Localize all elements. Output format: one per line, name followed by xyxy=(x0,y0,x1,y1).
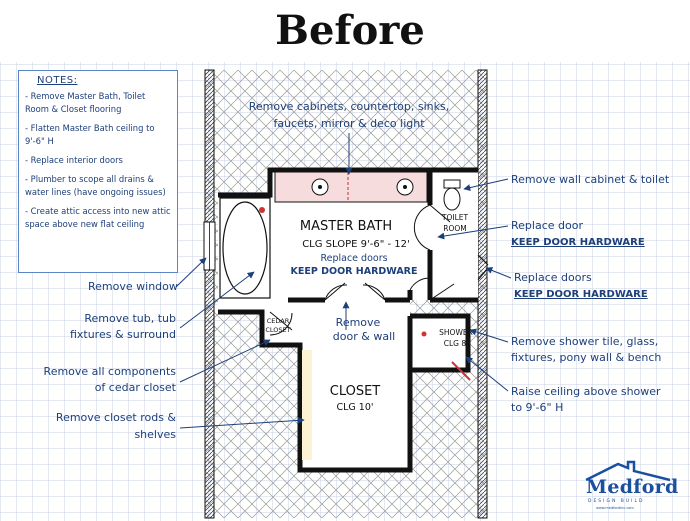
closet-shelf xyxy=(302,350,312,460)
logo-tagline: DESIGN BUILD xyxy=(588,499,645,504)
note-item: - Replace interior doors xyxy=(25,155,123,166)
medford-logo xyxy=(578,458,678,516)
callout-wall-cabinet: Remove wall cabinet & toilet xyxy=(511,173,670,186)
closet-label: CLOSET xyxy=(329,384,381,399)
callout-cedar-line1: Remove all components xyxy=(43,365,176,378)
logo-name: Medford xyxy=(586,476,679,498)
callout-cedar-line2: of cedar closet xyxy=(94,381,176,394)
callout-shower-line2: fixtures, pony wall & bench xyxy=(511,351,662,364)
callout-cabinets-line2: faucets, mirror & deco light xyxy=(273,117,425,130)
callout-window: Remove window xyxy=(88,280,178,293)
exterior-wall-left xyxy=(205,70,214,518)
notes-heading: NOTES: xyxy=(37,75,78,86)
note-item: - Plumber to scope all drains & water lines (have ongoing issues) xyxy=(25,174,166,197)
callout-door-wall-line1: Remove xyxy=(335,316,381,329)
cedar-closet-label-1: CEDAR xyxy=(266,317,290,325)
master-bath-doors: Replace doors xyxy=(320,253,388,264)
logo-url: www.medfordinc.com xyxy=(596,506,634,510)
bath-window xyxy=(204,222,215,270)
callout-rods-line2: shelves xyxy=(134,428,176,441)
toilet xyxy=(444,180,460,210)
master-bath-hardware: KEEP DOOR HARDWARE xyxy=(290,266,418,277)
callout-door-wall-line2: door & wall xyxy=(332,330,396,343)
page-title: Before xyxy=(275,7,425,54)
shower-ceiling: CLG 8' xyxy=(443,339,469,348)
callout-tub-line2: fixtures & surround xyxy=(69,328,176,341)
vanity-counter xyxy=(275,172,427,202)
callout-replace-door-hardware: KEEP DOOR HARDWARE xyxy=(511,237,645,248)
callout-cabinets-line1: Remove cabinets, countertop, sinks, xyxy=(248,100,450,113)
cedar-closet-label-2: CLOSET xyxy=(265,326,291,334)
toilet-room-label-2: ROOM xyxy=(443,224,467,233)
note-item: - Flatten Master Bath ceiling to 9'-6" H xyxy=(25,123,155,146)
callout-replace-doors: Replace doors xyxy=(514,271,592,284)
callout-replace-doors-hardware: KEEP DOOR HARDWARE xyxy=(514,289,648,300)
exterior-wall-right xyxy=(478,70,487,518)
callout-rods-line1: Remove closet rods & xyxy=(55,411,176,424)
callout-ceiling-line1: Raise ceiling above shower xyxy=(511,385,661,398)
toilet-room-label-1: TOILET xyxy=(441,213,469,222)
master-bath-label: MASTER BATH xyxy=(299,219,393,234)
callout-ceiling-line2: to 9'-6" H xyxy=(511,401,564,414)
shower-label: SHOWER xyxy=(439,328,473,337)
callout-shower-line1: Remove shower tile, glass, xyxy=(511,335,659,348)
note-item: - Remove Master Bath, Toilet Room & Closet flooring xyxy=(25,91,146,114)
master-bath-ceiling: CLG SLOPE 9'-6" - 12' xyxy=(302,239,410,250)
shower-fixture xyxy=(422,332,427,337)
closet-ceiling: CLG 10' xyxy=(336,402,374,413)
note-item: - Create attic access into new attic space above new flat ceiling xyxy=(25,206,171,229)
callout-replace-door: Replace door xyxy=(511,219,583,232)
bathtub xyxy=(220,198,270,298)
callout-tub-line1: Remove tub, tub xyxy=(84,312,176,325)
notes-panel xyxy=(18,70,178,273)
